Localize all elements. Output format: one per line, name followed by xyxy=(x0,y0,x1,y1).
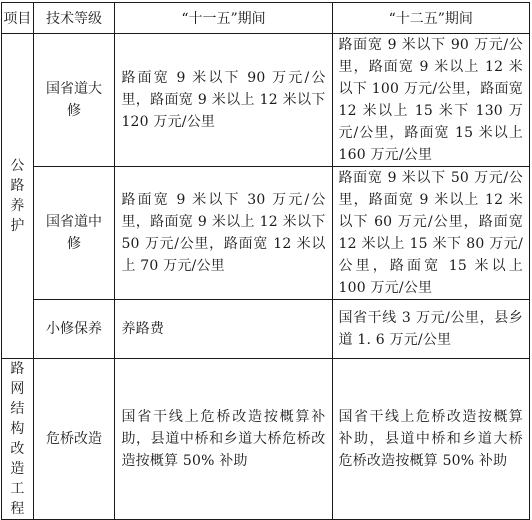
eleventh-period-cell: 国省干线上危桥改造按概算补助，县道中桥和乡道大桥危桥改造按概算 50% 补助 xyxy=(115,359,332,520)
table-row xyxy=(2,34,530,167)
table-row xyxy=(2,359,530,520)
category-highway-maintenance: 公路养护 xyxy=(2,34,34,359)
twelfth-period-cell: 路面宽 9 米以下 90 万元/公里，路面宽 9 米以上 12 米以下 100 万元/公里，路面宽 12 米以上 15 米下 130 万元/公里，路面宽 15 米以上 160 万元/公里 xyxy=(332,34,529,167)
eleventh-period-cell: 养路费 xyxy=(115,300,332,359)
twelfth-period-cell: 路面宽 9 米以下 50 万元/公里，路面宽 9 米以上 12 米以下 60 万元/公里，路面宽 12 米以上 15 米下 80 万元/公里，路面宽 15 米以上 100 万元/公里 xyxy=(332,167,529,300)
header-item: 项目 xyxy=(2,3,34,34)
level-cell: 小修保养 xyxy=(33,300,115,359)
level-cell: 国省道中修 xyxy=(33,167,115,300)
table-row xyxy=(2,167,530,300)
header-technical-level: 技术等级 xyxy=(33,3,115,34)
table-row xyxy=(2,300,530,359)
eleventh-period-cell: 路面宽 9 米以下 30 万元/公里，路面宽 9 米以上 12 米以下 50 万元/公里，路面宽 12 米以上 70 万元/公里 xyxy=(115,167,332,300)
table-header-row xyxy=(2,3,530,34)
level-cell: 国省道大修 xyxy=(33,34,115,167)
level-cell: 危桥改造 xyxy=(33,359,115,520)
header-12th-five-year: “十二五”期间 xyxy=(332,3,529,34)
twelfth-period-cell: 国省干线 3 万元/公里，县乡道 1. 6 万元/公里 xyxy=(332,300,529,359)
header-11th-five-year: “十一五”期间 xyxy=(115,3,332,34)
eleventh-period-cell: 路面宽 9 米以下 90 万元/公里，路面宽 9 米以上 12 米以下 120 万元/公里 xyxy=(115,34,332,167)
subsidy-standard-table xyxy=(1,2,530,520)
category-network-renovation: 路网结构改造工程 xyxy=(2,359,34,520)
twelfth-period-cell: 国省干线上危桥改造按概算补助，县道中桥和乡道大桥危桥改造按概算 50% 补助 xyxy=(332,359,529,520)
